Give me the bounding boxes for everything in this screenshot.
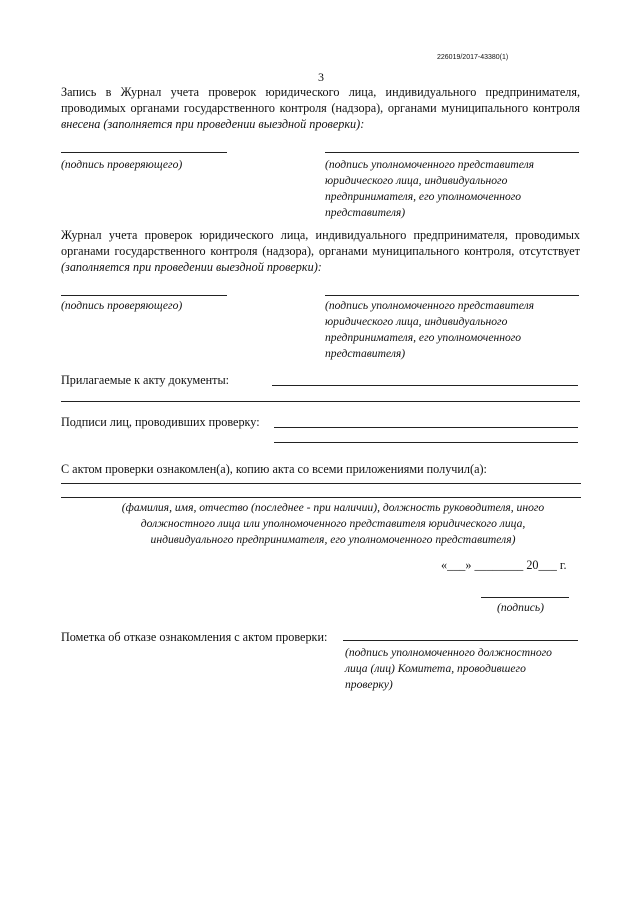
acquainted-signature-line[interactable]: [481, 597, 569, 598]
inspector-signature-caption: (подпись проверяющего): [61, 158, 183, 171]
journal-absent-paragraph: [61, 227, 580, 275]
acquainted-field-line-2[interactable]: [61, 497, 581, 498]
acquainted-field-line-1[interactable]: [61, 483, 581, 484]
representative-signature-line[interactable]: [325, 152, 579, 153]
representative-signature-line-2[interactable]: [325, 295, 579, 296]
acquainted-signature-caption: (подпись): [497, 601, 545, 614]
refusal-signature-line[interactable]: [343, 640, 578, 641]
representative-signature-caption: (подпись уполномоченного представителя юридического лица, индивидуального предпринимателя, его уполномоченного представителя): [325, 158, 535, 219]
inspector-signature-line-2[interactable]: [61, 295, 227, 296]
journal-absent-text: Журнал учета проверок юридического лица, индивидуального предпринимателя, проводимых органами государственного контроля (надзора), органами муниципального контроля, отсутствует: [61, 228, 580, 258]
attachments-label: Прилагаемые к акту документы:: [61, 373, 230, 387]
inspectors-signatures-label: Подписи лиц, проводивших проверку:: [61, 415, 260, 429]
inspector-signature-line[interactable]: [61, 152, 227, 153]
document-number: 226019/2017-43380(1): [437, 54, 509, 61]
representative-signature-caption-2: (подпись уполномоченного представителя юридического лица, индивидуального предпринимателя, его уполномоченного представителя): [325, 299, 535, 360]
journal-entry-paragraph: [61, 84, 580, 132]
acquainted-caption: (фамилия, имя, отчество (последнее - при наличии), должность руководителя, иного должностного лица или уполномоченного представителя юридического лица, индивидуального предпринимателя, его уполномоченного представителя): [121, 501, 545, 546]
date-field[interactable]: «___» ________ 20___ г.: [441, 558, 567, 572]
refusal-caption: (подпись уполномоченного должностного лица (лиц) Комитета, проводившего проверку): [345, 646, 552, 691]
journal-entry-italic: внесена (заполняется при проведении выездной проверки):: [61, 117, 365, 131]
attachments-field-line-2[interactable]: [61, 401, 580, 402]
journal-entry-text: Запись в Журнал учета проверок юридического лица, индивидуального предпринимателя, проводимых органами государственного контроля (надзора), органами муниципального контроля: [61, 85, 580, 115]
attachments-field-line-1[interactable]: [272, 385, 578, 386]
inspector-signature-caption-2: (подпись проверяющего): [61, 299, 183, 312]
inspectors-signature-line-1[interactable]: [274, 427, 578, 428]
acquainted-label: С актом проверки ознакомлен(а), копию акта со всеми приложениями получил(а):: [61, 462, 487, 476]
page-number: 3: [318, 70, 324, 84]
refusal-label: Пометка об отказе ознакомления с актом проверки:: [61, 630, 328, 644]
inspectors-signature-line-2[interactable]: [274, 442, 578, 443]
journal-absent-italic: (заполняется при проведении выездной проверки):: [61, 260, 322, 274]
